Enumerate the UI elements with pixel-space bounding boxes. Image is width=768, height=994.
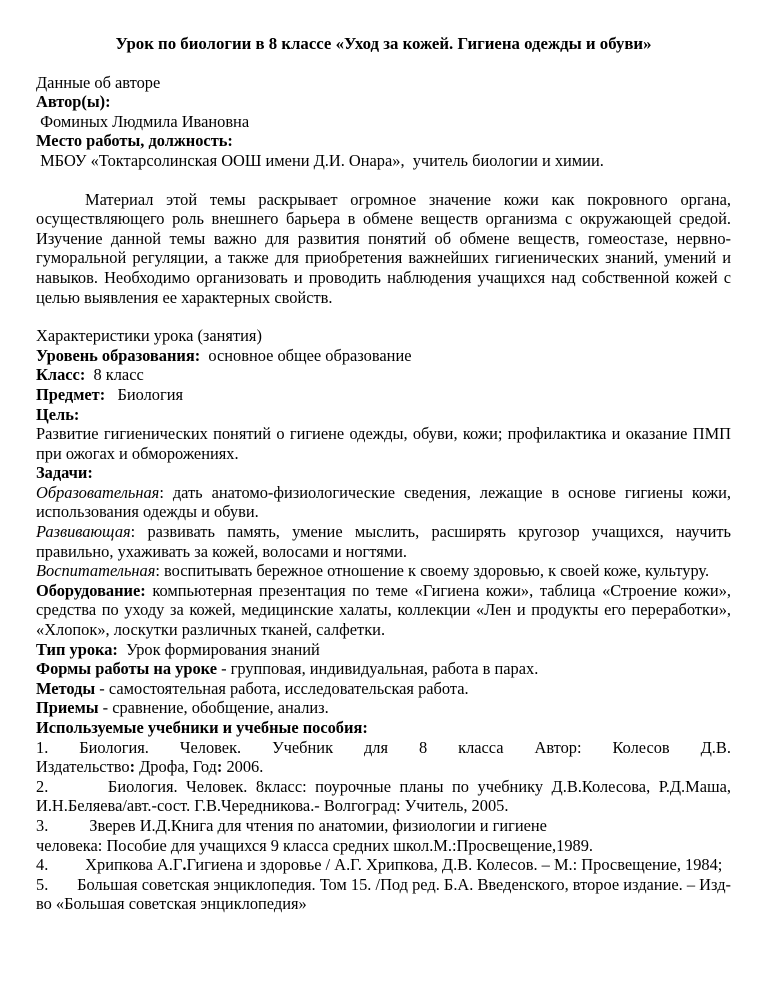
lesson-type-text: Урок формирования знаний [117, 639, 320, 659]
task-upbringing-text: : воспитывать бережное отношение к своему здоровью, к своей коже, культуру. [155, 561, 710, 581]
work-forms [36, 659, 731, 679]
authors-label: Автор(ы): [36, 92, 111, 112]
book-1-publisher: Дрофа, Год [135, 757, 217, 777]
subject-label: Предмет: [36, 384, 106, 404]
task-educational-label: Образовательная [36, 482, 160, 502]
book-1-token: 8 [418, 737, 428, 757]
book-4-text: Гигиена и здоровье / А.Г. Хрипкова, Д.В. Колесов. – М.: Просвещение, 1984; [186, 855, 723, 875]
book-1-token: Колесов [612, 737, 670, 757]
class-line [36, 365, 731, 385]
subject-value: Биология [105, 384, 184, 404]
spacer [36, 307, 731, 326]
spacer [36, 171, 731, 190]
class-value: 8 класс [85, 365, 144, 385]
book-1-colon: : [129, 757, 136, 777]
goal-text: Развитие гигиенических понятий о гигиене одежды, обуви, кожи; профилактика и оказание ПМП при ожогах и обморожениях. [36, 424, 731, 463]
book-4 [36, 855, 731, 875]
book-1-token: класса [458, 737, 504, 757]
book-1-token: для [363, 737, 389, 757]
work-forms-text: - групповая, индивидуальная, работа в парах. [216, 659, 539, 679]
page-title: Урок по биологии в 8 классе «Уход за кожей. Гигиена одежды и обуви» [115, 34, 652, 53]
book-1-year: 2006. [222, 757, 264, 777]
book-1-token: Автор: [534, 737, 582, 757]
author-name: Фоминых Людмила Ивановна [36, 111, 250, 131]
methods-label: Методы [36, 678, 96, 698]
techniques-label: Приемы [36, 698, 99, 718]
book-1-token: Учебник [272, 737, 334, 757]
goal-label: Цель: [36, 404, 80, 424]
book-1-token: Биология. [79, 737, 149, 757]
book-3-line-1: 3. Зверев И.Д.Книга для чтения по анатомии, физиологии и гигиене [36, 815, 547, 835]
book-2: 2. Биология. Человек. 8класс: поурочные планы по учебнику Д.В.Колесова, Р.Д.Маша, И.Н.Беляева/авт.-сост. Г.В.Чередникова.- Волгоград: Учитель, 2005. [36, 776, 736, 816]
workplace: МБОУ «Токтарсолинская ООШ имени Д.И. Онара», учитель биологии и химии. [36, 150, 604, 170]
book-4-author: 4. Хрипкова А.Г [36, 855, 183, 875]
book-1-line-2 [36, 757, 731, 777]
lesson-type [36, 640, 731, 660]
task-developmental-label: Развивающая [36, 522, 131, 542]
book-1-line-1 [36, 738, 731, 758]
characteristics-heading: Характеристики урока (занятия) [36, 326, 262, 346]
education-level-label: Уровень образования: [36, 345, 201, 365]
book-3-line-2: человека: Пособие для учащихся 9 класса средних школ.М.:Просвещение,1989. [36, 835, 594, 855]
workplace-label: Место работы, должность: [36, 131, 233, 151]
textbooks-label: Используемые учебники и учебные пособия: [36, 718, 368, 737]
document-content [36, 34, 736, 914]
task-upbringing-label: Воспитательная [36, 561, 156, 581]
task-educational-text: : дать анатомо-физиологические сведения, лежащие в основе гигиены кожи, использования одежды и обуви. [36, 482, 731, 522]
book-5: 5. Большая советская энциклопедия. Том 15. /Под ред. Б.А. Введенского, второе издание. – Изд-во «Большая советская энциклопедия» [36, 874, 731, 914]
book-1-token: Человек. [179, 737, 242, 757]
task-upbringing [36, 561, 731, 581]
education-level-value: основное общее образование [200, 345, 412, 365]
class-label: Класс: [36, 365, 86, 385]
task-educational [36, 483, 731, 522]
book-1-token: Д.В. [700, 737, 731, 757]
work-forms-label: Формы работы на уроке [36, 659, 217, 679]
tasks-label: Задачи: [36, 463, 93, 483]
education-level [36, 346, 731, 366]
methods-text: - самостоятельная работа, исследовательская работа. [95, 678, 469, 698]
task-developmental-text: : развивать память, умение мыслить, расширять кругозор учащихся, научить правильно, ухаживать за кожей, волосами и ногтями. [36, 522, 731, 561]
techniques [36, 698, 731, 718]
subject-line [36, 385, 731, 405]
book-4-dot: . [182, 855, 187, 875]
task-developmental [36, 522, 731, 561]
author-data-label: Данные об авторе [36, 72, 161, 92]
techniques-text: - сравнение, обобщение, анализ. [98, 698, 329, 718]
equipment-text: компьютерная презентация по теме «Гигиена кожи», таблица «Строение кожи», средства по уходу за кожей, медицинские халаты, коллекции «Лен и продукты его переработки», «Хлопок», лоскутки различных тканей, салфетки. [36, 580, 731, 640]
methods [36, 679, 731, 699]
intro-paragraph: Материал этой темы раскрывает огромное значение кожи как покровного органа, осуществляющего роль внешнего барьера в обмене веществ организма с окружающей средой. Изучение данной темы важно для развития понятий об обмене веществ, гомеостазе, нервно-гуморальной регуляции, а также для приобретения важнейших гигиенических знаний, умений и навыков. Необходимо организовать и проводить наблюдения учащихся над собственной кожей с целью выявления ее характерных свойств. [36, 189, 731, 307]
book-1-colon: : [216, 757, 223, 777]
book-1-publisher-label: Издательство [36, 757, 130, 777]
equipment-label: Оборудование: [36, 580, 146, 600]
lesson-type-label: Тип урока: [36, 639, 118, 659]
book-1-token: 1. [36, 737, 49, 757]
equipment [36, 581, 731, 640]
